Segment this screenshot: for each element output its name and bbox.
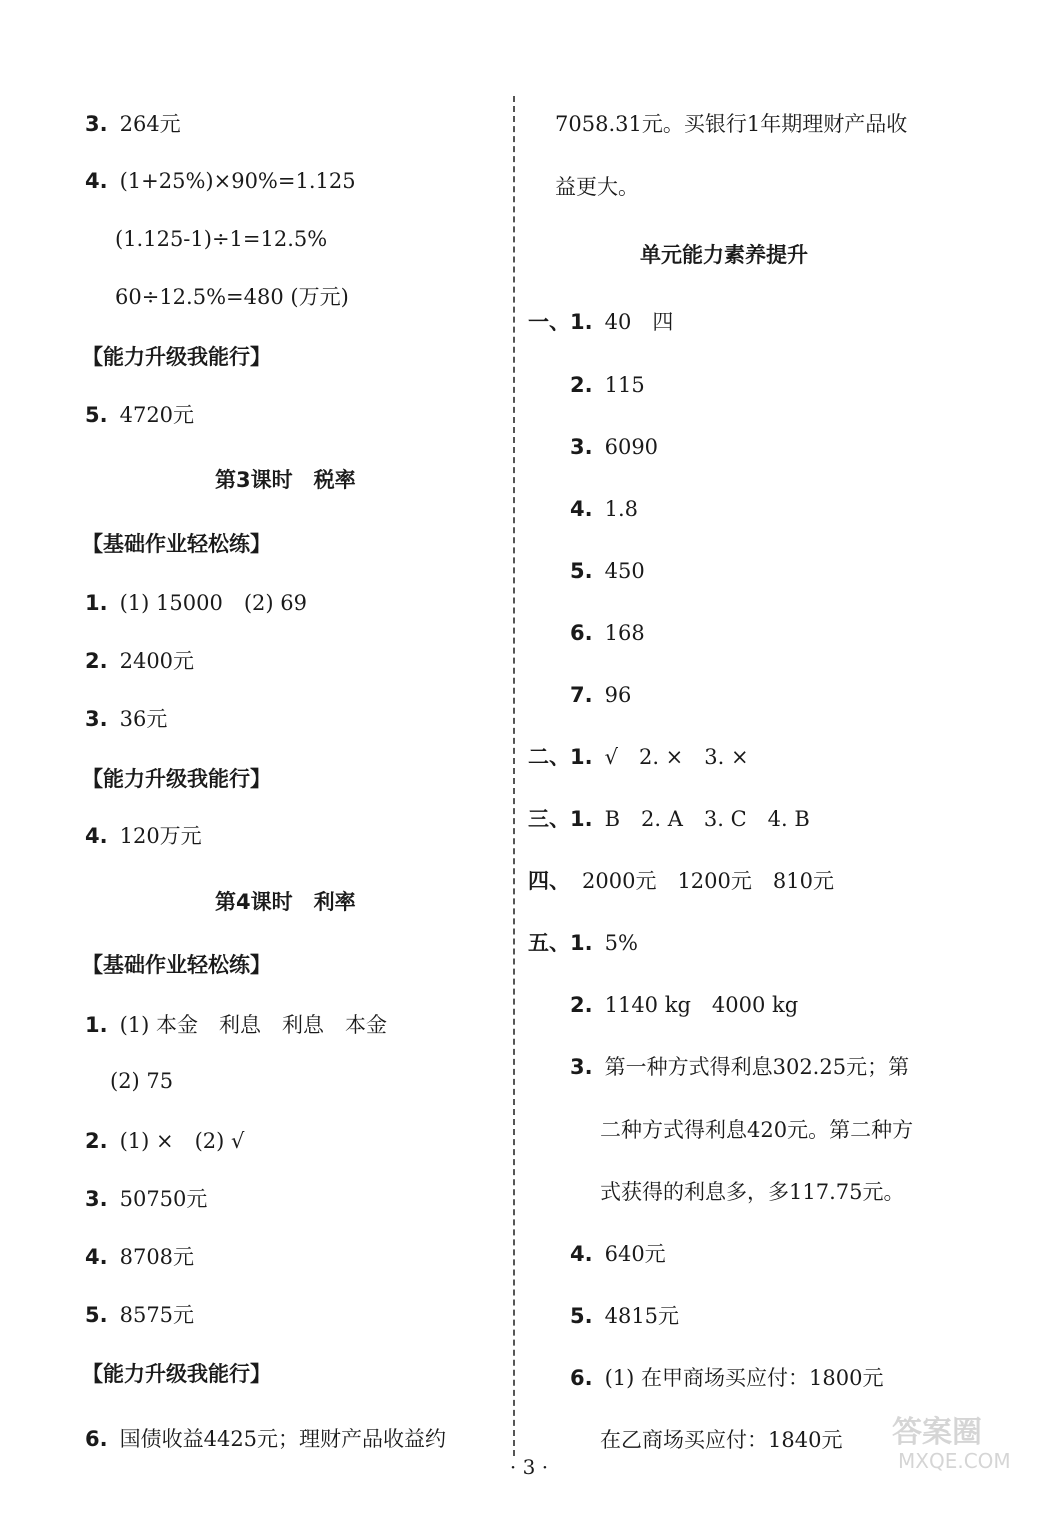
left-line bbox=[82, 347, 271, 368]
item-text: 50750元 bbox=[119, 1187, 208, 1211]
item-number: 7. bbox=[570, 683, 593, 707]
left-line bbox=[82, 534, 271, 555]
item-text: 5% bbox=[604, 931, 638, 955]
item-text: 2400元 bbox=[119, 649, 195, 673]
item-text: (1) × (2) √ bbox=[119, 1129, 245, 1153]
item-text: 640元 bbox=[604, 1242, 666, 1266]
left-line bbox=[85, 1429, 446, 1450]
right-line bbox=[570, 623, 645, 644]
item-number: 3. bbox=[570, 435, 593, 459]
item-number: 5. bbox=[570, 1304, 593, 1328]
item-text: 264元 bbox=[119, 112, 181, 136]
item-number: 2. bbox=[570, 373, 593, 397]
item-text: 单元能力素养提升 bbox=[640, 243, 808, 267]
right-line bbox=[555, 114, 907, 135]
item-text: 4720元 bbox=[119, 403, 195, 427]
item-text: 120万元 bbox=[119, 824, 202, 848]
item-text: 40 四 bbox=[604, 310, 674, 334]
item-text: 1140 kg 4000 kg bbox=[604, 993, 799, 1017]
item-text: 7058.31元。买银行1年期理财产品收 bbox=[555, 112, 908, 136]
item-number: 三、1. bbox=[528, 807, 593, 831]
item-text: 二种方式得利息420元。第二种方 bbox=[600, 1118, 914, 1142]
left-line bbox=[85, 171, 356, 192]
item-number: 一、1. bbox=[528, 310, 593, 334]
item-text: 第一种方式得利息302.25元；第 bbox=[604, 1055, 910, 1079]
left-line bbox=[85, 405, 194, 426]
right-line bbox=[570, 1057, 909, 1078]
item-text: (1.125-1)÷1=12.5% bbox=[115, 227, 328, 251]
item-text: 在乙商场买应付：1840元 bbox=[600, 1428, 843, 1452]
item-text: 【能力升级我能行】 bbox=[82, 345, 271, 369]
left-line bbox=[82, 1364, 271, 1385]
item-text: √ 2. × 3. × bbox=[604, 745, 749, 769]
left-line bbox=[110, 1071, 173, 1092]
right-line bbox=[600, 1120, 913, 1141]
left-line bbox=[82, 955, 271, 976]
left-line bbox=[115, 229, 327, 250]
right-line bbox=[600, 1182, 904, 1203]
item-text: 6090 bbox=[604, 435, 659, 459]
item-text: B 2. A 3. C 4. B bbox=[604, 807, 810, 831]
left-line bbox=[85, 114, 181, 135]
right-line bbox=[570, 499, 638, 520]
left-line bbox=[82, 769, 271, 790]
item-number: 2. bbox=[570, 993, 593, 1017]
column-divider bbox=[513, 96, 515, 1456]
item-text: 【能力升级我能行】 bbox=[82, 1362, 271, 1386]
right-line bbox=[640, 245, 808, 266]
item-number: 2. bbox=[85, 649, 108, 673]
left-line bbox=[85, 651, 194, 672]
item-number: 3. bbox=[85, 112, 108, 136]
item-text: (1) 15000 (2) 69 bbox=[119, 591, 307, 615]
item-number: 5. bbox=[85, 403, 108, 427]
left-line bbox=[215, 470, 356, 491]
item-text: 国债收益4425元；理财产品收益约 bbox=[119, 1427, 447, 1451]
left-line bbox=[85, 1189, 207, 1210]
left-line bbox=[85, 709, 167, 730]
page-number: · 3 · bbox=[509, 1455, 549, 1479]
item-number: 4. bbox=[85, 824, 108, 848]
item-text: 1.8 bbox=[604, 497, 638, 521]
right-line bbox=[555, 177, 639, 198]
item-number: 6. bbox=[570, 621, 593, 645]
right-line bbox=[570, 995, 798, 1016]
item-text: (2) 75 bbox=[110, 1069, 174, 1093]
left-line bbox=[85, 1305, 194, 1326]
svg-text:MXQE.COM: MXQE.COM bbox=[898, 1449, 1011, 1473]
item-number: 3. bbox=[85, 707, 108, 731]
item-text: 【基础作业轻松练】 bbox=[82, 532, 271, 556]
left-line bbox=[85, 826, 202, 847]
right-line bbox=[570, 561, 645, 582]
item-text: 益更大。 bbox=[555, 175, 639, 199]
right-line bbox=[570, 437, 658, 458]
item-number: 3. bbox=[85, 1187, 108, 1211]
item-text: 60÷12.5%=480 (万元) bbox=[115, 285, 349, 309]
left-line bbox=[85, 1247, 194, 1268]
right-line bbox=[528, 933, 638, 954]
item-number: 6. bbox=[570, 1366, 593, 1390]
left-line bbox=[85, 1131, 244, 1152]
right-line bbox=[528, 809, 810, 830]
item-text: 第4课时 利率 bbox=[215, 890, 356, 914]
item-text: 96 bbox=[604, 683, 632, 707]
right-line bbox=[600, 1430, 842, 1451]
item-number: 1. bbox=[85, 1013, 108, 1037]
item-text: (1) 本金 利息 利息 本金 bbox=[119, 1013, 388, 1037]
item-text: (1) 在甲商场买应付：1800元 bbox=[604, 1366, 884, 1390]
svg-text:答案圈: 答案圈 bbox=[892, 1415, 982, 1450]
right-line bbox=[528, 871, 834, 892]
left-line bbox=[215, 892, 356, 913]
item-number: 3. bbox=[570, 1055, 593, 1079]
item-number: 5. bbox=[85, 1303, 108, 1327]
item-text: 168 bbox=[604, 621, 645, 645]
item-text: 【基础作业轻松练】 bbox=[82, 953, 271, 977]
item-text: 115 bbox=[604, 373, 645, 397]
right-line bbox=[570, 1368, 883, 1389]
item-number: 二、1. bbox=[528, 745, 593, 769]
right-line bbox=[570, 1244, 666, 1265]
item-number: 1. bbox=[85, 591, 108, 615]
item-number: 4. bbox=[570, 497, 593, 521]
item-number: 2. bbox=[85, 1129, 108, 1153]
item-number: 6. bbox=[85, 1427, 108, 1451]
item-number: 4. bbox=[85, 1245, 108, 1269]
item-text: 8708元 bbox=[119, 1245, 195, 1269]
right-line bbox=[528, 312, 673, 333]
item-number: 4. bbox=[85, 169, 108, 193]
item-text: 【能力升级我能行】 bbox=[82, 767, 271, 791]
watermark-logo bbox=[888, 1406, 1038, 1476]
item-number: 四、 bbox=[528, 869, 570, 893]
item-text: 8575元 bbox=[119, 1303, 195, 1327]
left-line bbox=[85, 593, 307, 614]
item-number: 5. bbox=[570, 559, 593, 583]
item-text: 第3课时 税率 bbox=[215, 468, 356, 492]
item-text: 450 bbox=[604, 559, 645, 583]
item-text: 36元 bbox=[119, 707, 168, 731]
item-text: 4815元 bbox=[604, 1304, 680, 1328]
left-line bbox=[85, 1015, 387, 1036]
left-line bbox=[115, 287, 349, 308]
item-text: (1+25%)×90%=1.125 bbox=[119, 169, 356, 193]
right-line bbox=[570, 375, 645, 396]
item-number: 4. bbox=[570, 1242, 593, 1266]
right-line bbox=[570, 685, 631, 706]
item-text: 2000元 1200元 810元 bbox=[582, 869, 834, 893]
right-line bbox=[570, 1306, 679, 1327]
right-line bbox=[528, 747, 749, 768]
item-text: 式获得的利息多，多117.75元。 bbox=[600, 1180, 905, 1204]
item-number: 五、1. bbox=[528, 931, 593, 955]
